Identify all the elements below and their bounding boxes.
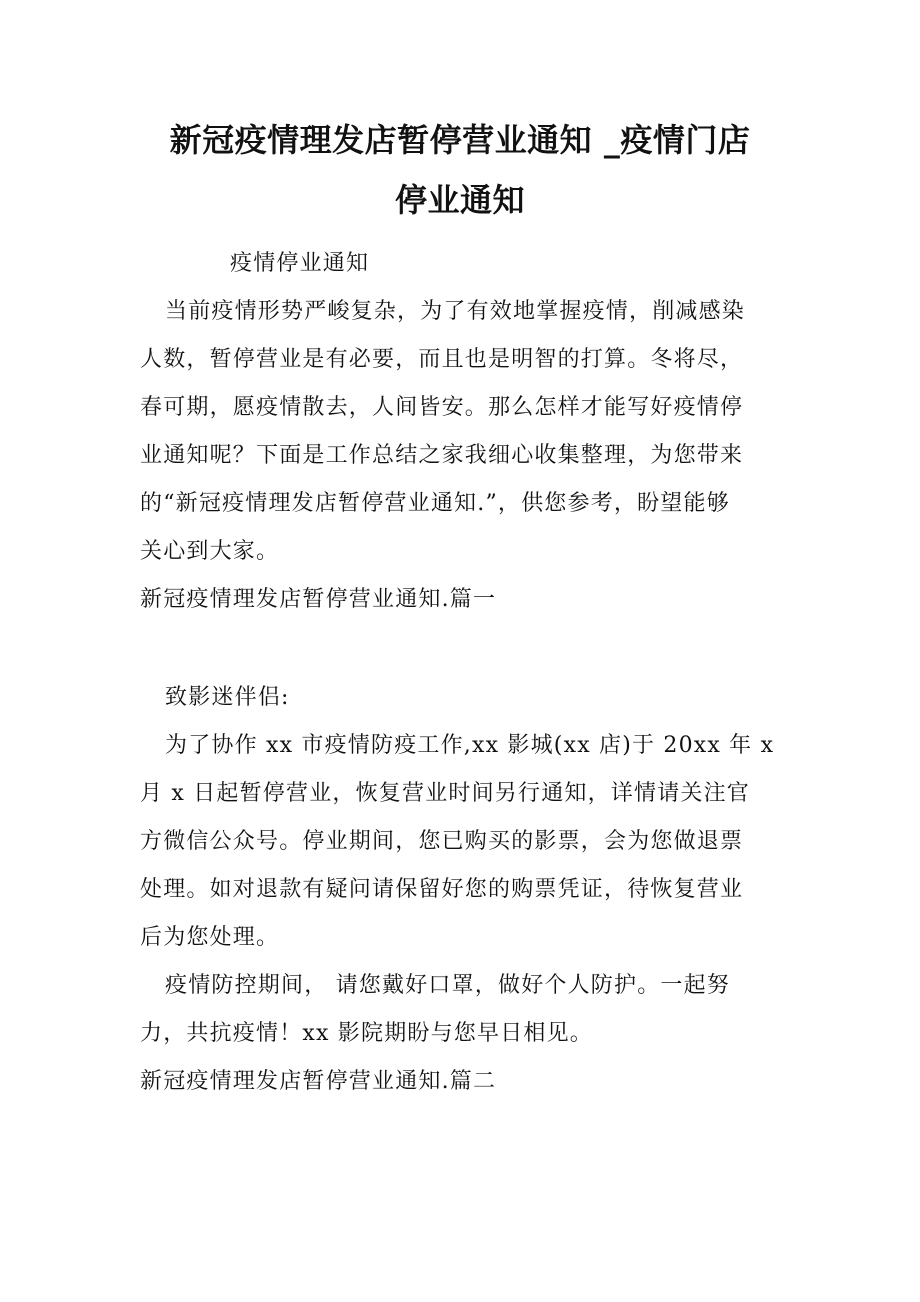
subtitle: 疫情停业通知: [230, 251, 370, 276]
body-line: 月 x 日起暂停营业，恢复营业时间另行通知，详情请关注官: [140, 781, 750, 806]
body-line: 为了协作 xx 市疫情防疫工作,xx 影城(xx 店)于 20xx 年 x: [165, 733, 775, 758]
body-line: 力，共抗疫情！xx 影院期盼与您早日相见。: [140, 1021, 594, 1046]
body-line: 后为您处理。: [140, 925, 280, 950]
greeting: 致影迷伴侣:: [165, 685, 290, 710]
intro-line: 春可期，愿疫情散去，人间皆安。那么怎样才能写好疫情停: [140, 395, 744, 420]
intro-line: 关心到大家。: [140, 539, 280, 564]
document-title-line-2: 停业通知: [394, 181, 525, 219]
body-line: 方微信公众号。停业期间，您已购买的影票，会为您做退票: [140, 829, 744, 854]
intro-line: 业通知呢？下面是工作总结之家我细心收集整理，为您带来: [140, 443, 744, 468]
body-line: 疫情防控期间， 请您戴好口罩，做好个人防护。一起努: [165, 973, 730, 998]
intro-line: 人数，暂停营业是有必要，而且也是明智的打算。冬将尽，: [140, 347, 744, 372]
section-heading-1: 新冠疫情理发店暂停营业通知.篇一: [140, 587, 497, 612]
section-heading-2: 新冠疫情理发店暂停营业通知.篇二: [140, 1069, 497, 1094]
intro-line: 当前疫情形势严峻复杂，为了有效地掌握疫情，削减感染: [165, 299, 746, 324]
intro-line: 的“新冠疫情理发店暂停营业通知.”，供您参考，盼望能够: [140, 491, 730, 516]
body-line: 处理。如对退款有疑问请保留好您的购票凭证，待恢复营业: [140, 877, 744, 902]
document-title-line-1: 新冠疫情理发店暂停营业通知 _疫情门店: [169, 121, 751, 159]
